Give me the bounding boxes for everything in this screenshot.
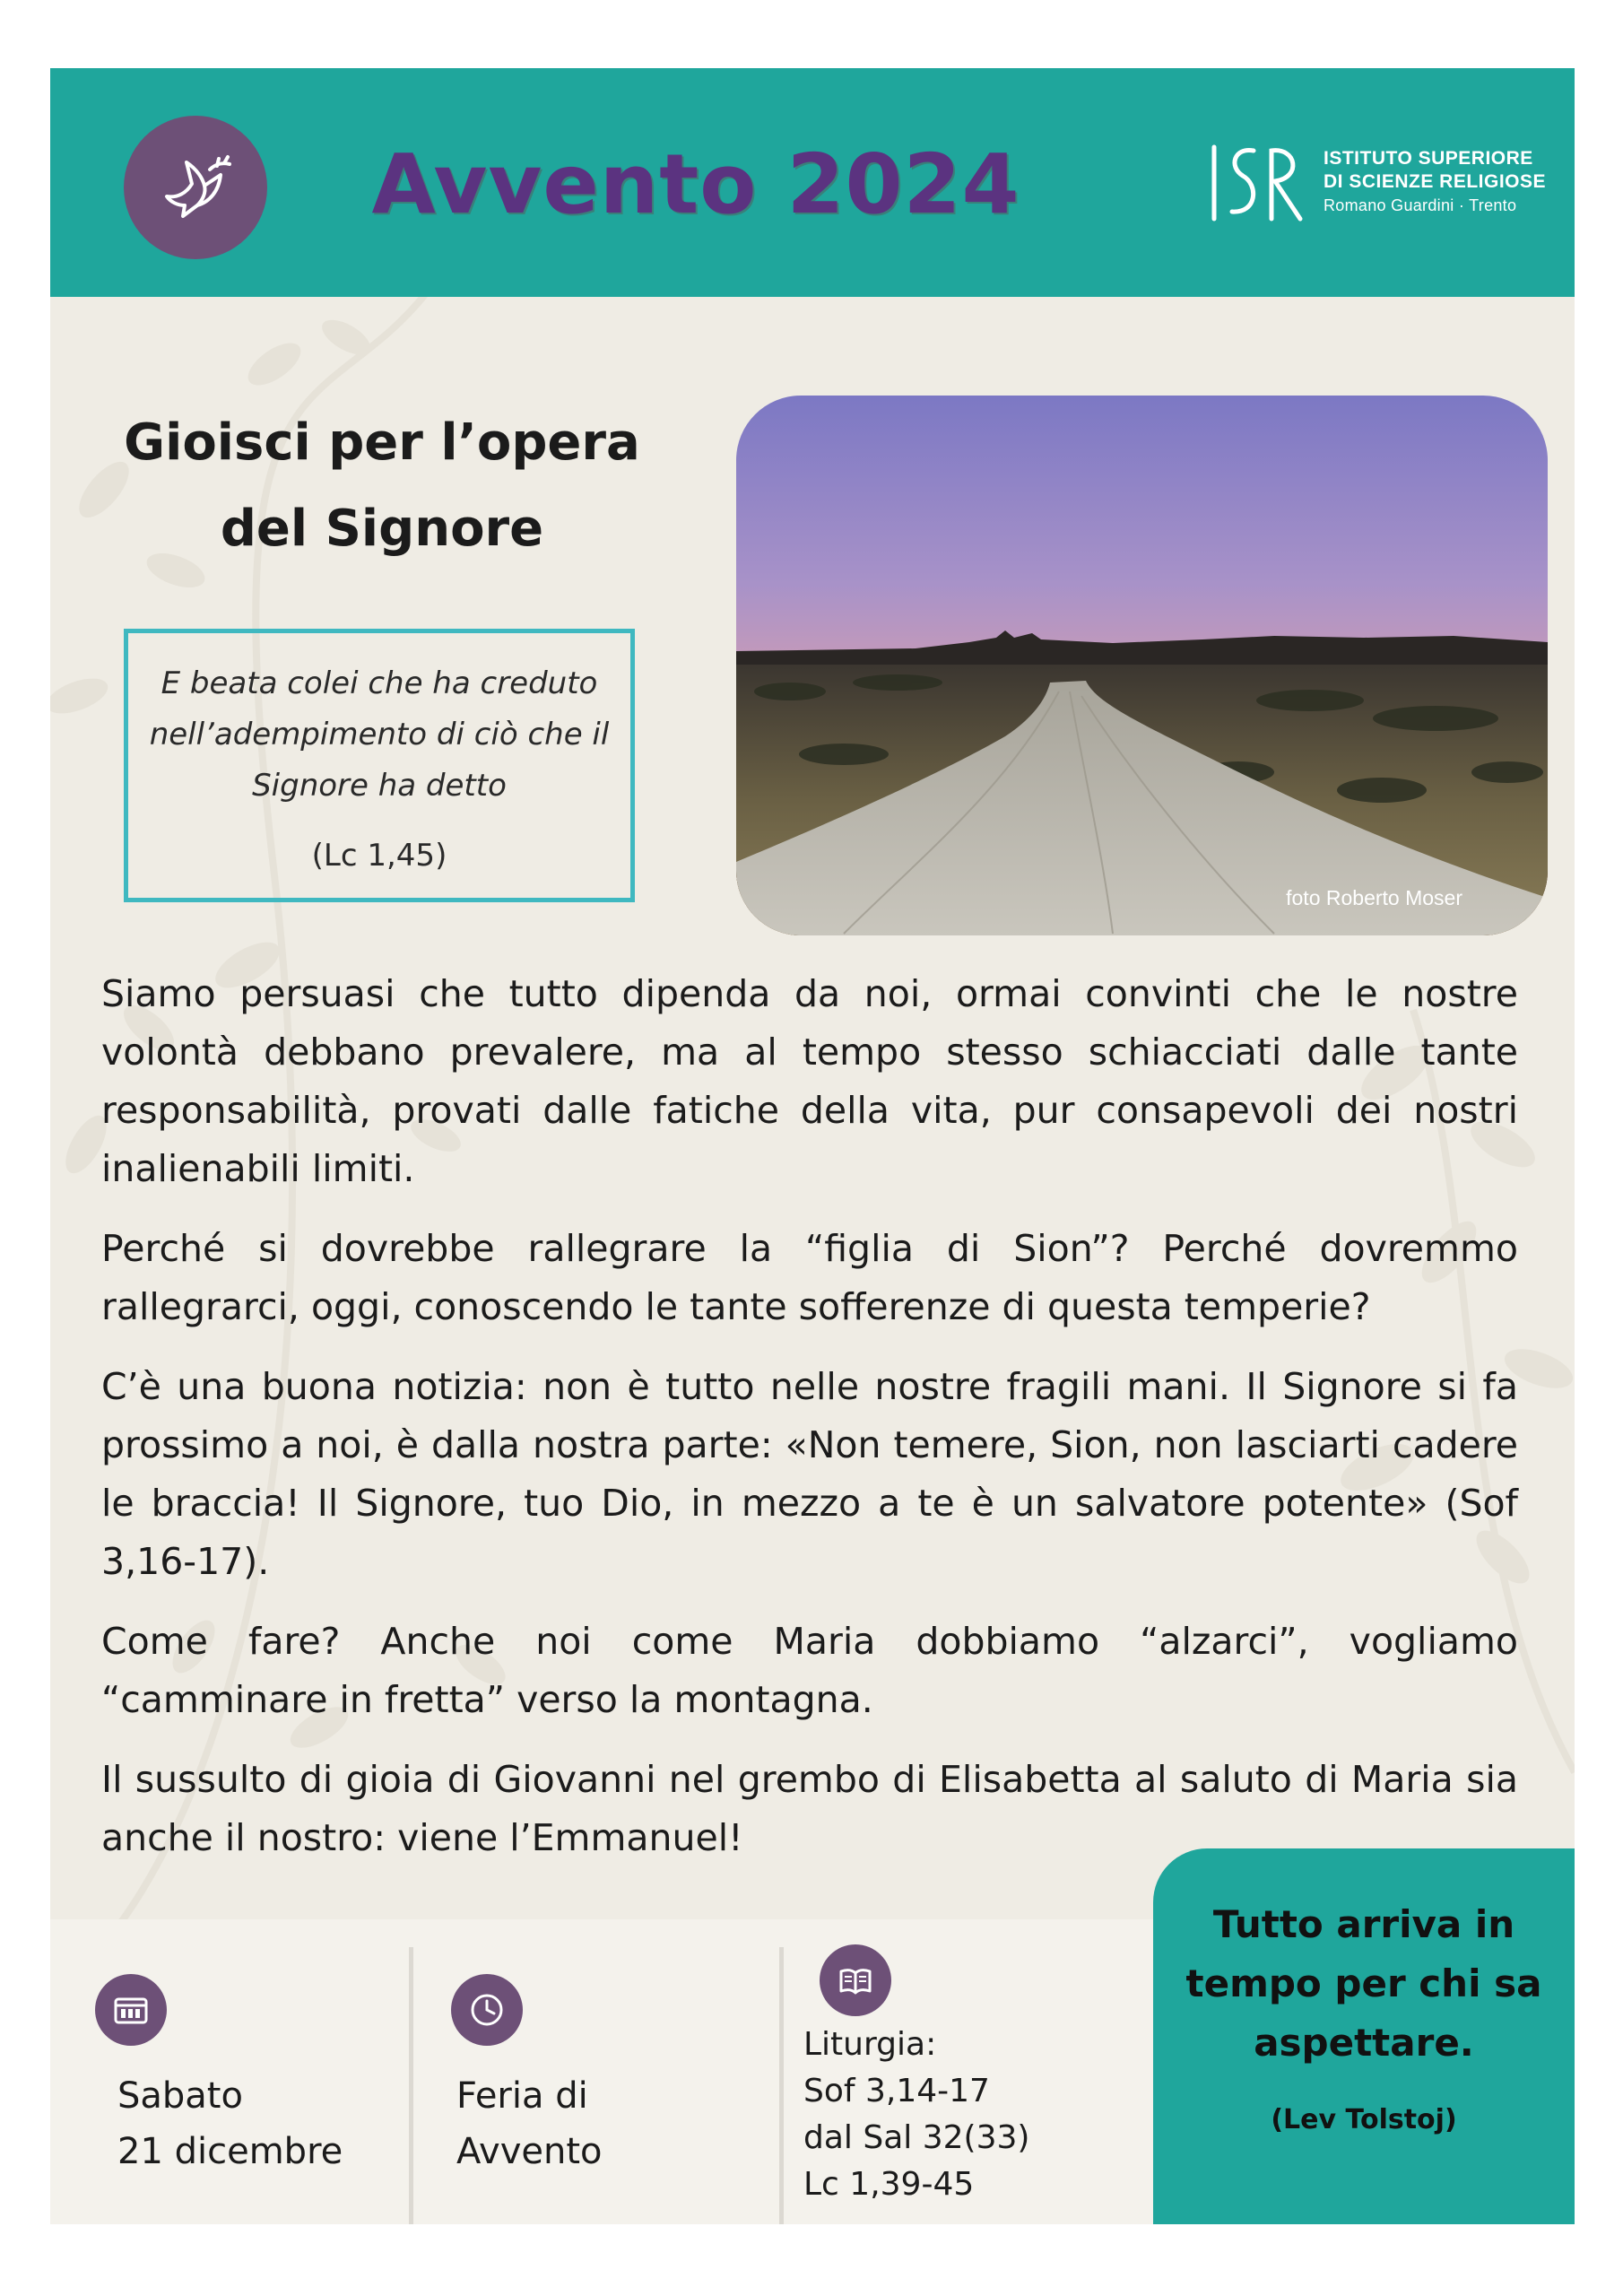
calendar-icon (113, 1992, 149, 2028)
weekday: Sabato (117, 2075, 243, 2117)
book-icon (838, 1962, 873, 1998)
headline-line1: Gioisci per l’opera (124, 413, 640, 472)
body-paragraph: Siamo persuasi che tutto dipenda da noi, ormai convinti che le nostre volontà debbano prevalere, ma al tempo stesso schiacciati dalle tante responsabilità, provati dalle fatiche della vita, pur consapevoli dei nostri inalienabili limiti. (101, 972, 1518, 1190)
book-badge (820, 1944, 891, 2016)
closing-quote-text: Tutto arriva in tempo per chi sa aspettare. (1185, 1902, 1542, 2065)
date: 21 dicembre (117, 2131, 343, 2172)
body-paragraph: Come fare? Anche noi come Maria dobbiamo “alzarci”, vogliamo “camminare in fretta” verso la montagna. (101, 1620, 1518, 1721)
institute-name-line1: ISTITUTO SUPERIORE (1324, 148, 1533, 169)
headline-line2: del Signore (220, 500, 544, 558)
body-paragraph: Perché si dovrebbe rallegrare la “figlia di Sion”? Perché dovremmo rallegrarci, oggi, conoscendo le tante sofferenze di questa temperie? (101, 1227, 1518, 1328)
institute-logo (1207, 142, 1548, 222)
institute-name-line3: Romano Guardini · Trento (1324, 196, 1517, 214)
closing-quote-box (1153, 1848, 1575, 2224)
body-paragraph: C’è una buona notizia: non è tutto nelle nostre fragili mani. Il Signore si fa prossimo a noi, è dalla nostra parte: «Non temere, Sion, non lasciarti cadere le braccia! Il Signore, tuo Dio, in mezzo a te è un salvatore potente» (Sof 3,16-17). (101, 1365, 1518, 1583)
isr-logo-mark (1207, 142, 1310, 224)
calendar-badge (95, 1974, 167, 2046)
season-line2: Avvento (456, 2131, 603, 2172)
liturgy-reading: Lc 1,39-45 (803, 2166, 975, 2203)
closing-quote-author: (Lev Tolstoj) (1271, 2104, 1457, 2135)
institute-name (1324, 147, 1546, 217)
photo-credit-text: foto Roberto Moser (1286, 886, 1462, 909)
liturgy-reading: dal Sal 32(33) (803, 2119, 1030, 2156)
liturgy-info (803, 2022, 1029, 2208)
header-band (50, 68, 1575, 297)
institute-name-line2: DI SCIENZE RELIGIOSE (1324, 171, 1547, 192)
date-info (117, 2068, 343, 2179)
clock-icon (469, 1992, 505, 2028)
scripture-quote-text: E beata colei che ha creduto nell’adempimento di ciò che il Signore ha detto (149, 665, 610, 804)
footer-divider (409, 1947, 413, 2224)
scripture-quote-reference: (Lc 1,45) (311, 838, 447, 874)
liturgy-title: Liturgia: (803, 2026, 937, 2063)
season-info (456, 2068, 602, 2179)
landscape-photo (736, 396, 1548, 935)
body-paragraph: Il sussulto di gioia di Giovanni nel grembo di Elisabetta al saluto di Maria sia anche il nostro: viene l’Emmanuel! (101, 1758, 1518, 1859)
page-title: Avvento 2024 (371, 136, 1020, 232)
dove-badge (124, 116, 267, 259)
footer-divider (779, 1947, 784, 2224)
reflection-body (101, 965, 1518, 1889)
clock-badge (451, 1974, 523, 2046)
liturgy-reading: Sof 3,14-17 (803, 2073, 990, 2109)
headline (86, 400, 678, 572)
dove-icon (151, 143, 240, 232)
sunset-road-image (736, 396, 1548, 935)
season-line1: Feria di (456, 2075, 588, 2117)
scripture-quote-box (124, 629, 635, 902)
flyer-page (50, 68, 1575, 2224)
